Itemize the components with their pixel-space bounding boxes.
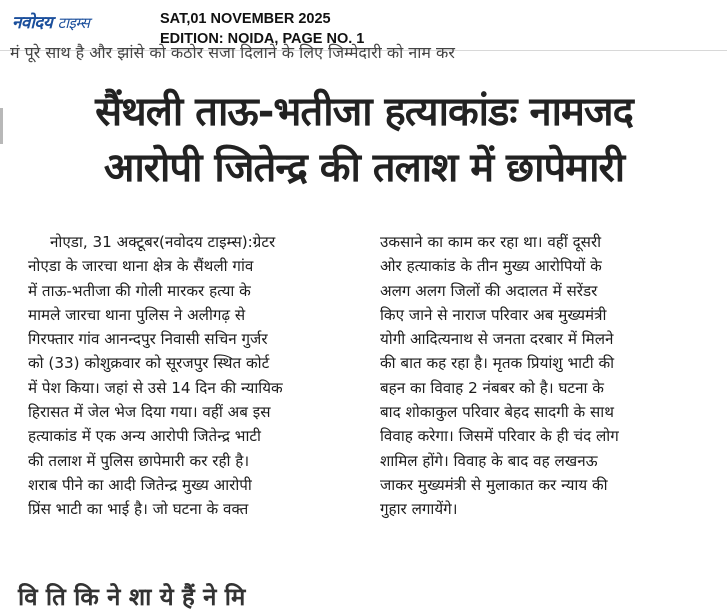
article-line: गिरफ्तार गांव आनन्दपुर निवासी सचिन गुर्जर xyxy=(28,330,268,349)
article-line: योगी आदित्यनाथ से जनता दरबार में मिलने xyxy=(380,330,614,349)
article-line: मामले जारचा थाना पुलिस ने अलीगढ़ से xyxy=(28,305,246,324)
article-line: ओर हत्याकांड के तीन मुख्य आरोपियों के xyxy=(380,257,602,276)
logo-text-secondary: टाइम्स xyxy=(57,14,90,32)
newspaper-logo[interactable] xyxy=(12,10,89,33)
headline-line-1: सैंथली ताऊ-भतीजा हत्याकांडः नामजद xyxy=(95,89,633,135)
article-line: की बात कह रहा है। मृतक प्रियांशु भाटी की xyxy=(380,354,615,373)
article-line: हिरासत में जेल भेज दिया गया। वहीं अब इस xyxy=(28,403,271,422)
article-line: किए जाने से नाराज परिवार अब मुख्यमंत्री xyxy=(380,305,607,324)
article-line: गुहार लगायेंगे। xyxy=(380,500,458,519)
article-line: हत्याकांड में एक अन्य आरोपी जितेन्द्र भाटी xyxy=(28,427,261,446)
article-line: विवाह करेगा। जिसमें परिवार के ही चंद लोग xyxy=(380,427,619,446)
article-line: बहन का विवाह 2 नंबबर को है। घटना के xyxy=(380,378,604,397)
article-column-1 xyxy=(28,230,362,522)
column-marker xyxy=(0,108,3,144)
headline-line-2: आरोपी जितेन्द्र की तलाश में छापेमारी xyxy=(103,145,625,191)
article-line: जाकर मुख्यमंत्री से मुलाकात कर न्याय की xyxy=(380,475,608,494)
article-line: की तलाश में पुलिस छापेमारी कर रही है। xyxy=(28,451,250,470)
article-line: शराब पीने का आदी जितेन्द्र मुख्य आरोपी xyxy=(28,475,252,494)
article-line: में ताऊ-भतीजा की गोली मारकर हत्या के xyxy=(28,281,251,300)
article-line: प्रिंस भाटी का भाई है। जो घटना के वक्त xyxy=(28,500,249,519)
article-line: नोएडा, 31 अक्टूबर(नवोदय टाइम्स):ग्रेटर xyxy=(50,233,276,251)
clipped-next-line: वि ति कि ने शा ये हैं ने मि xyxy=(18,583,246,611)
article-line: को (33) कोशुक्रवार को सूरजपुर स्थित कोर्ट xyxy=(28,354,270,373)
article-column-2 xyxy=(380,230,710,522)
edition-date: SAT,01 NOVEMBER 2025 xyxy=(160,11,331,27)
edition-page: EDITION: NOIDA, PAGE NO. 1 xyxy=(160,31,365,47)
clipped-previous-line: मं पूरे साथ है और झांसे को कठोर सजा दिलाने के लिए जिम्मेदारी को नाम कर xyxy=(10,43,455,62)
article-line: अलग अलग जिलों की अदालत में सरेंडर xyxy=(380,281,598,300)
article-line: शामिल होंगे। विवाह के बाद वह लखनऊ xyxy=(380,451,598,470)
clipped-previous-text xyxy=(0,43,727,62)
article-line: उकसाने का काम कर रहा था। वहीं दूसरी xyxy=(380,233,602,251)
article-line: नोएडा के जारचा थाना क्षेत्र के सैंथली गांव xyxy=(28,257,254,276)
clipped-next-text xyxy=(0,578,727,611)
article-line: बाद शोकाकुल परिवार बेहद सादगी के साथ xyxy=(380,403,614,422)
article-line: में पेश किया। जहां से उसे 14 दिन की न्यायिक xyxy=(28,378,283,397)
logo-text-main: नवोदय xyxy=(12,13,53,33)
article-headline xyxy=(14,84,714,196)
